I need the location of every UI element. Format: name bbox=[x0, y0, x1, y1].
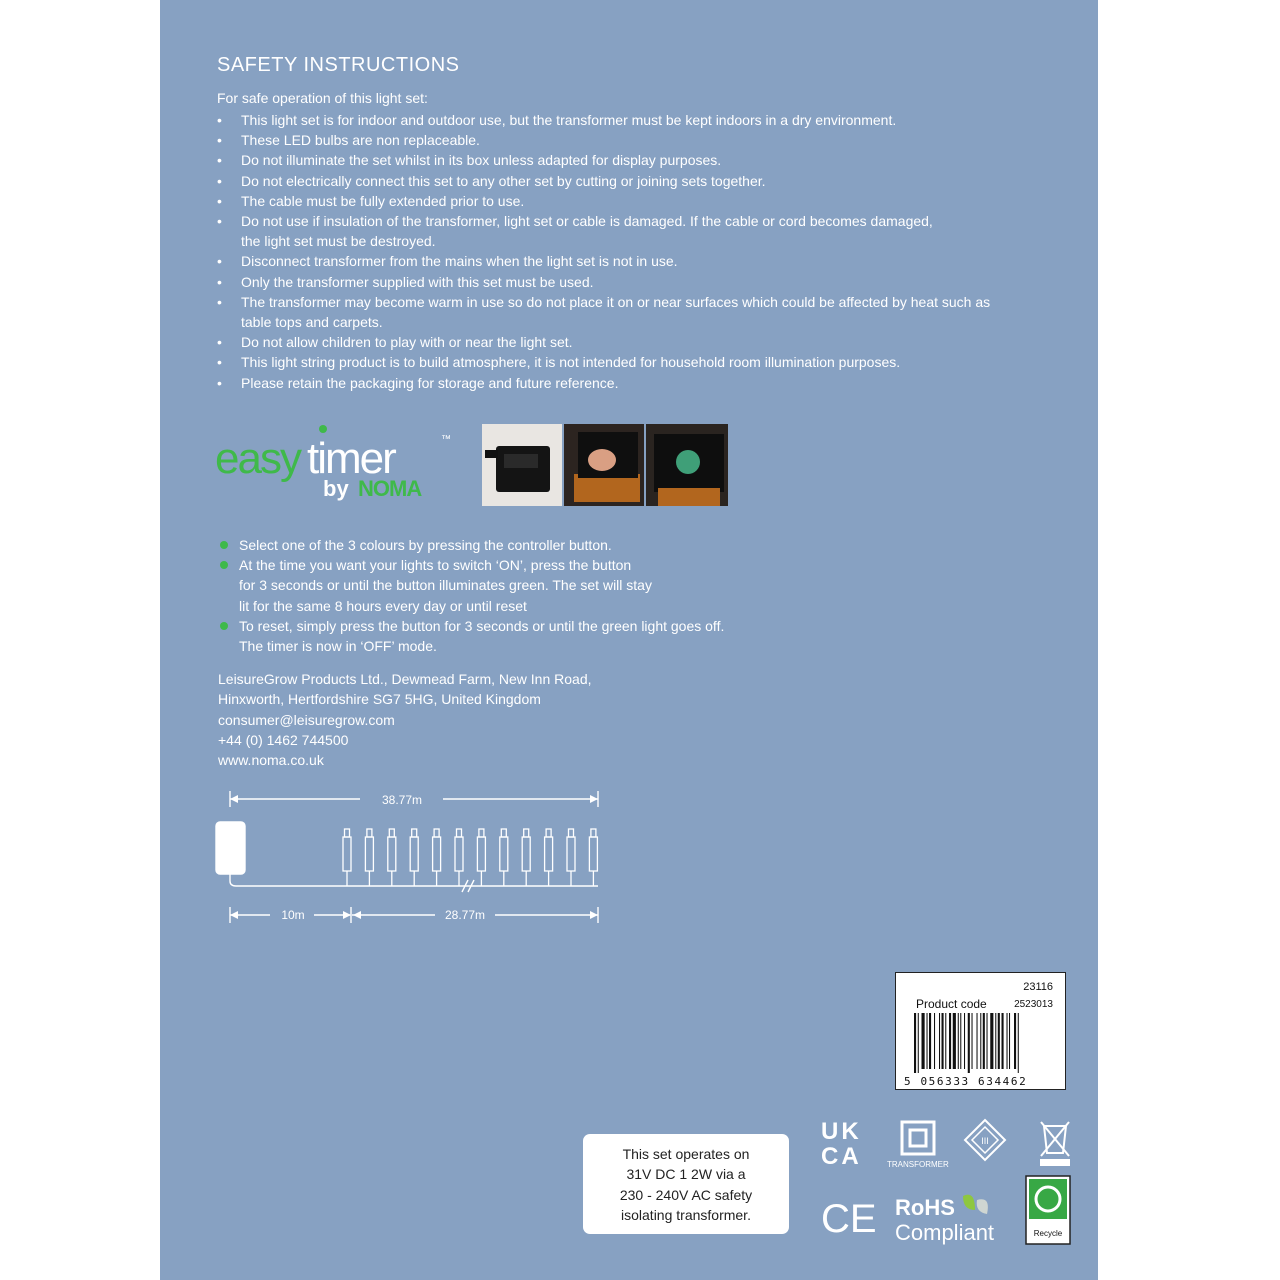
bulb bbox=[410, 837, 418, 871]
weee-bin-icon bbox=[1041, 1122, 1069, 1165]
bulb-tip bbox=[345, 829, 350, 837]
barcode-bar bbox=[918, 1013, 919, 1073]
safety-item: • Do not illuminate the set whilst in its box unless adapted for display purposes. bbox=[217, 150, 990, 170]
logo-dot bbox=[319, 425, 327, 433]
leaf-icon bbox=[977, 1199, 988, 1214]
transformer-label: TRANSFORMER bbox=[887, 1160, 949, 1169]
bulb-tip bbox=[569, 829, 574, 837]
barcode-bar bbox=[995, 1013, 996, 1069]
product-code-label: Product code bbox=[916, 997, 987, 1011]
rohs-compliant: Compliant bbox=[895, 1220, 995, 1245]
safety-item: the light set must be destroyed. bbox=[241, 233, 436, 250]
barcode-digits: 5 056333 634462 bbox=[904, 1075, 1028, 1088]
bulb-tip bbox=[479, 829, 484, 837]
address-line: LeisureGrow Products Ltd., Dewmead Farm, New Inn Road, bbox=[218, 671, 592, 687]
voltage-notice bbox=[583, 1134, 789, 1234]
address-line: www.noma.co.uk bbox=[218, 752, 324, 769]
barcode-label bbox=[895, 972, 1066, 1090]
bulb-tip bbox=[591, 829, 596, 837]
light-string-diagram bbox=[210, 785, 610, 935]
barcode-bars bbox=[914, 1013, 1054, 1073]
bulb bbox=[545, 837, 553, 871]
bulb-tip bbox=[546, 829, 551, 837]
dim-lead: 10m bbox=[281, 908, 305, 922]
safety-item: • This light string product is to build atmosphere, it is not intended for household room illumination purposes. bbox=[217, 352, 990, 372]
safety-item: • This light set is for indoor and outdoor use, but the transformer must be kept indoors in a dry environment. bbox=[217, 110, 990, 130]
bulb-tip bbox=[367, 829, 372, 837]
safety-item: • The cable must be fully extended prior to use. bbox=[217, 191, 990, 211]
logo-noma: NOMA bbox=[358, 476, 422, 501]
ce-mark bbox=[821, 1197, 877, 1241]
rohs-text: RoHS bbox=[895, 1195, 955, 1220]
ce-text: CE bbox=[821, 1197, 877, 1241]
barcode-bar bbox=[977, 1013, 978, 1069]
address-line: +44 (0) 1462 744500 bbox=[218, 731, 349, 748]
barcode-bar bbox=[942, 1013, 944, 1069]
logo-tm: ™ bbox=[441, 434, 451, 445]
barcode-bar bbox=[987, 1013, 988, 1069]
safety-item: • Do not allow children to play with or near the light set. bbox=[217, 332, 990, 352]
safety-item: • The transformer may become warm in use so do not place it on or near surfaces which could be affected by heat such as bbox=[217, 292, 990, 312]
safety-item: • Please retain the packaging for storage and future reference. bbox=[217, 373, 990, 393]
timer-instructions bbox=[220, 535, 724, 656]
barcode-bar bbox=[983, 1013, 985, 1069]
safety-item: • Do not electrically connect this set to any other set by cutting or joining sets together. bbox=[217, 171, 990, 191]
bulb bbox=[365, 837, 373, 871]
safety-item: • Do not use if insulation of the transformer, light set or cable is damaged. If the cable or cord becomes damaged, bbox=[217, 211, 990, 231]
recycle-mark bbox=[1026, 1176, 1070, 1244]
certification-marks bbox=[815, 1110, 1075, 1250]
barcode-bar bbox=[1018, 1013, 1019, 1073]
ukca-bottom: CA bbox=[821, 1143, 862, 1170]
controller-photos bbox=[482, 424, 728, 506]
bulb bbox=[567, 837, 575, 871]
bulb-tip bbox=[501, 829, 506, 837]
class-three-icon bbox=[965, 1120, 1005, 1160]
bulb bbox=[589, 837, 597, 871]
bulb-tip bbox=[412, 829, 417, 837]
barcode-bar bbox=[934, 1013, 935, 1069]
class-label: III bbox=[981, 1136, 989, 1146]
bulb bbox=[343, 837, 351, 871]
barcode-bar bbox=[1007, 1013, 1008, 1069]
barcode-bar bbox=[1002, 1013, 1004, 1069]
barcode-bar bbox=[968, 1013, 970, 1073]
ukca-top: UK bbox=[821, 1118, 862, 1145]
barcode-bar bbox=[914, 1013, 916, 1073]
ukca-mark bbox=[821, 1118, 862, 1170]
barcode-bar bbox=[960, 1013, 961, 1069]
voltage-line: This set operates on bbox=[622, 1146, 750, 1162]
bulb bbox=[388, 837, 396, 871]
easytimer-logo bbox=[215, 420, 465, 510]
timer-item: Select one of the 3 colours by pressing the controller button. bbox=[220, 535, 724, 555]
leaf-icon bbox=[963, 1195, 975, 1210]
logo-by: by bbox=[323, 476, 349, 501]
barcode-bar bbox=[949, 1013, 951, 1069]
barcode-bar bbox=[998, 1013, 1000, 1069]
safety-item: • These LED bulbs are non replaceable. bbox=[217, 130, 990, 150]
barcode-bar bbox=[972, 1013, 973, 1069]
safety-intro: For safe operation of this light set: bbox=[217, 90, 428, 106]
bulb bbox=[455, 837, 463, 871]
barcode-bar bbox=[980, 1013, 981, 1069]
timer-item: lit for the same 8 hours every day or until reset bbox=[239, 597, 527, 614]
barcode-bar bbox=[939, 1013, 940, 1069]
safety-item: table tops and carpets. bbox=[241, 314, 383, 331]
safety-item: • Only the transformer supplied with this set must be used. bbox=[217, 272, 990, 292]
safety-title: SAFETY INSTRUCTIONS bbox=[217, 54, 460, 76]
rohs-mark bbox=[895, 1195, 994, 1245]
barcode-bar bbox=[958, 1013, 959, 1069]
bulb-tip bbox=[457, 829, 462, 837]
safety-list bbox=[217, 110, 990, 393]
barcode-bar bbox=[990, 1013, 993, 1069]
voltage-line: isolating transformer. bbox=[621, 1206, 751, 1223]
bulb bbox=[522, 837, 530, 871]
bulb bbox=[500, 837, 508, 871]
barcode-bar bbox=[929, 1013, 931, 1069]
barcode-bar bbox=[1014, 1013, 1016, 1069]
recycle-label: Recycle bbox=[1033, 1229, 1063, 1238]
transformer-icon bbox=[887, 1122, 949, 1169]
dim-lit: 28.77m bbox=[444, 908, 486, 922]
barcode-code: 23116 bbox=[1023, 981, 1053, 993]
bulb-group bbox=[343, 829, 597, 886]
timer-item: for 3 seconds or until the button illuminates green. The set will stay bbox=[239, 577, 652, 594]
timer-item: To reset, simply press the button for 3 seconds or until the green light goes off. bbox=[220, 616, 724, 636]
barcode-bar bbox=[922, 1013, 925, 1069]
logo-easy: easy bbox=[215, 434, 300, 483]
bulb-tip bbox=[434, 829, 439, 837]
barcode-bar bbox=[927, 1013, 928, 1069]
bulb bbox=[477, 837, 485, 871]
barcode-bar bbox=[945, 1013, 946, 1069]
timer-item: The timer is now in ‘OFF’ mode. bbox=[239, 638, 437, 655]
dim-total: 38.77m bbox=[381, 793, 423, 807]
bulb-tip bbox=[524, 829, 529, 837]
address-line: consumer@leisuregrow.com bbox=[218, 711, 395, 728]
timer-item: At the time you want your lights to switch ‘ON’, press the button bbox=[220, 555, 724, 575]
logo-timer: timer bbox=[307, 434, 395, 483]
bulb bbox=[433, 837, 441, 871]
safety-item: • Disconnect transformer from the mains when the light set is not in use. bbox=[217, 251, 990, 271]
barcode-bar bbox=[953, 1013, 956, 1069]
address-line: Hinxworth, Hertfordshire SG7 5HG, United Kingdom bbox=[218, 691, 541, 708]
barcode-bar bbox=[1009, 1013, 1010, 1069]
company-address bbox=[218, 669, 592, 770]
voltage-line: 230 - 240V AC safety bbox=[619, 1186, 753, 1203]
bulb-tip bbox=[389, 829, 394, 837]
barcode-bar bbox=[964, 1013, 965, 1069]
product-code: 2523013 bbox=[1014, 999, 1053, 1010]
voltage-line: 31V DC 1 2W via a bbox=[626, 1166, 746, 1183]
